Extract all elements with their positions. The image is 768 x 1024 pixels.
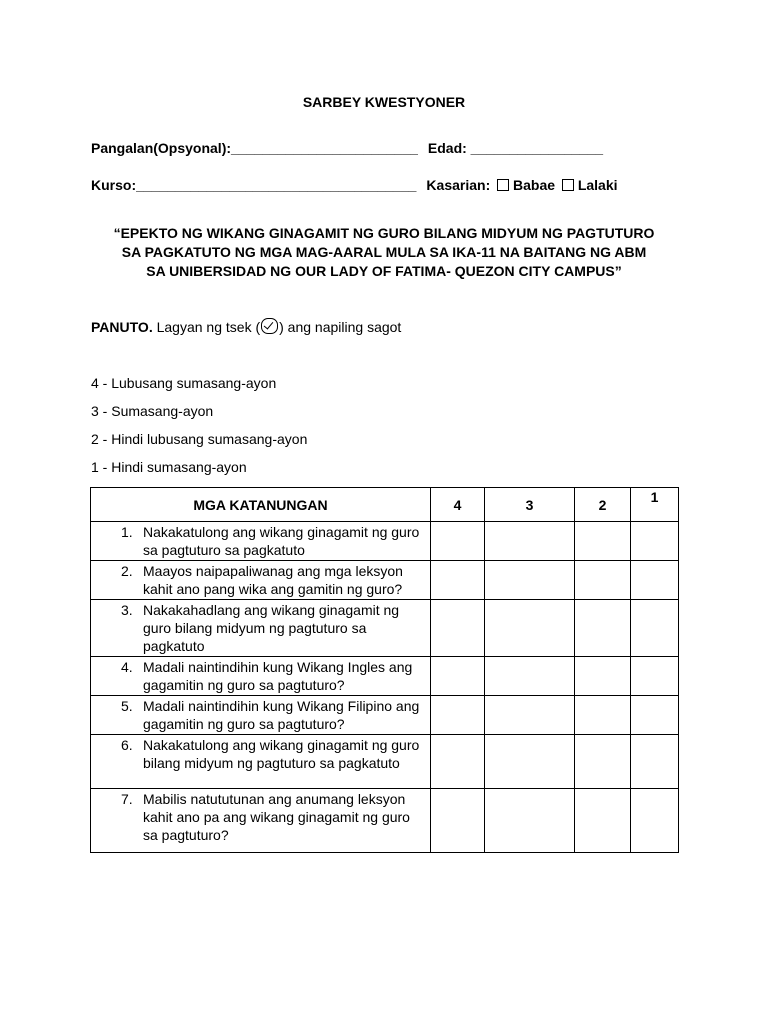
answer-cell-2[interactable] bbox=[575, 696, 631, 735]
question-number: 4. bbox=[121, 659, 133, 675]
checkbox-male[interactable] bbox=[562, 179, 574, 191]
question-item bbox=[121, 523, 426, 559]
question-cell bbox=[91, 696, 431, 735]
check-mark-icon bbox=[261, 318, 278, 334]
sex-option-female: Babae bbox=[513, 177, 556, 193]
question-text: Mabilis natututunan ang anumang leksyon kahit ano pa ang wikang ginagamit ng guro sa pagtuturo? bbox=[143, 791, 410, 843]
sex-field-label: Kasarian: bbox=[426, 177, 491, 193]
scale-item-4: 4 - Lubusang sumasang-ayon bbox=[91, 375, 277, 391]
answer-cell-4[interactable] bbox=[431, 600, 485, 657]
answer-cell-1[interactable] bbox=[631, 600, 679, 657]
course-field-label[interactable]: Kurso:____________________________________ bbox=[91, 177, 417, 193]
study-title bbox=[60, 224, 708, 281]
scale-item-1: 1 - Hindi sumasang-ayon bbox=[91, 459, 247, 475]
answer-cell-3[interactable] bbox=[485, 789, 575, 853]
question-text: Maayos naipapaliwanag ang mga leksyon kahit ano pang wika ang gamitin ng guro? bbox=[143, 563, 403, 597]
header-4: 4 bbox=[431, 488, 485, 522]
answer-cell-3[interactable] bbox=[485, 600, 575, 657]
answer-cell-2[interactable] bbox=[575, 657, 631, 696]
answer-cell-1[interactable] bbox=[631, 789, 679, 853]
answer-cell-4[interactable] bbox=[431, 657, 485, 696]
answer-cell-1[interactable] bbox=[631, 696, 679, 735]
question-item bbox=[121, 790, 426, 844]
scale-item-3: 3 - Sumasang-ayon bbox=[91, 403, 214, 419]
question-number: 6. bbox=[121, 737, 133, 753]
answer-cell-2[interactable] bbox=[575, 600, 631, 657]
table-header-row bbox=[91, 488, 679, 522]
answer-cell-1[interactable] bbox=[631, 735, 679, 789]
table-row bbox=[91, 657, 679, 696]
table-row bbox=[91, 522, 679, 561]
answer-cell-3[interactable] bbox=[485, 657, 575, 696]
study-title-line: SA PAGKATUTO NG MGA MAG-AARAL MULA SA IKA-11 NA BAITANG NG ABM bbox=[121, 244, 647, 260]
instructions-label: PANUTO. bbox=[91, 319, 153, 335]
header-questions: MGA KATANUNGAN bbox=[91, 488, 431, 522]
answer-cell-4[interactable] bbox=[431, 789, 485, 853]
answer-cell-4[interactable] bbox=[431, 696, 485, 735]
question-cell bbox=[91, 600, 431, 657]
answer-cell-1[interactable] bbox=[631, 657, 679, 696]
question-item bbox=[121, 601, 426, 655]
sex-option-male: Lalaki bbox=[577, 177, 618, 193]
question-text: Madali naintindihin kung Wikang Ingles ang gagamitin ng guro sa pagtuturo? bbox=[143, 659, 413, 693]
header-3: 3 bbox=[485, 488, 575, 522]
table-row bbox=[91, 735, 679, 789]
question-number: 5. bbox=[121, 698, 133, 714]
question-number: 7. bbox=[121, 791, 133, 807]
question-item bbox=[121, 658, 426, 694]
question-cell bbox=[91, 561, 431, 600]
survey-title: SARBEY KWESTYONER bbox=[302, 94, 466, 110]
table-row bbox=[91, 600, 679, 657]
survey-table bbox=[90, 487, 679, 853]
age-field-label[interactable]: Edad: _________________ bbox=[427, 140, 604, 156]
question-text: Nakakatulong ang wikang ginagamit ng guro bilang midyum ng pagtuturo sa pagkatuto bbox=[143, 737, 420, 771]
answer-cell-2[interactable] bbox=[575, 789, 631, 853]
header-2: 2 bbox=[575, 488, 631, 522]
answer-cell-4[interactable] bbox=[431, 735, 485, 789]
question-number: 1. bbox=[121, 524, 133, 540]
answer-cell-3[interactable] bbox=[485, 561, 575, 600]
answer-cell-2[interactable] bbox=[575, 522, 631, 561]
question-cell bbox=[91, 657, 431, 696]
question-cell bbox=[91, 789, 431, 853]
instructions-text-before: Lagyan ng tsek ( bbox=[156, 319, 261, 335]
study-title-line: “EPEKTO NG WIKANG GINAGAMIT NG GURO BILANG MIDYUM NG PAGTUTURO bbox=[113, 225, 655, 241]
question-cell bbox=[91, 735, 431, 789]
answer-cell-3[interactable] bbox=[485, 522, 575, 561]
question-number: 3. bbox=[121, 602, 133, 618]
instructions-text-after: ) ang napiling sagot bbox=[279, 319, 402, 335]
question-text: Madali naintindihin kung Wikang Filipino ang gagamitin ng guro sa pagtuturo? bbox=[143, 698, 420, 732]
question-item bbox=[121, 697, 426, 733]
answer-cell-2[interactable] bbox=[575, 735, 631, 789]
answer-cell-3[interactable] bbox=[485, 735, 575, 789]
course-sex-row bbox=[91, 177, 618, 193]
table-row bbox=[91, 696, 679, 735]
name-age-row bbox=[91, 140, 603, 156]
question-item bbox=[121, 736, 426, 772]
instructions bbox=[91, 318, 401, 335]
question-item bbox=[121, 562, 426, 598]
checkbox-female[interactable] bbox=[497, 179, 509, 191]
question-text: Nakakahadlang ang wikang ginagamit ng guro bilang midyum ng pagtuturo sa pagkatuto bbox=[143, 602, 400, 654]
study-title-line: SA UNIBERSIDAD NG OUR LADY OF FATIMA- QUEZON CITY CAMPUS” bbox=[146, 263, 622, 279]
answer-cell-1[interactable] bbox=[631, 522, 679, 561]
answer-cell-4[interactable] bbox=[431, 561, 485, 600]
header-1: 1 bbox=[631, 488, 679, 522]
answer-cell-2[interactable] bbox=[575, 561, 631, 600]
answer-cell-4[interactable] bbox=[431, 522, 485, 561]
question-cell bbox=[91, 522, 431, 561]
answer-cell-1[interactable] bbox=[631, 561, 679, 600]
answer-cell-3[interactable] bbox=[485, 696, 575, 735]
scale-item-2: 2 - Hindi lubusang sumasang-ayon bbox=[91, 431, 308, 447]
name-field-label[interactable]: Pangalan(Opsyonal):________________________ bbox=[91, 140, 418, 156]
question-text: Nakakatulong ang wikang ginagamit ng guro sa pagtuturo sa pagkatuto bbox=[143, 524, 420, 558]
question-number: 2. bbox=[121, 563, 133, 579]
table-row bbox=[91, 789, 679, 853]
table-row bbox=[91, 561, 679, 600]
